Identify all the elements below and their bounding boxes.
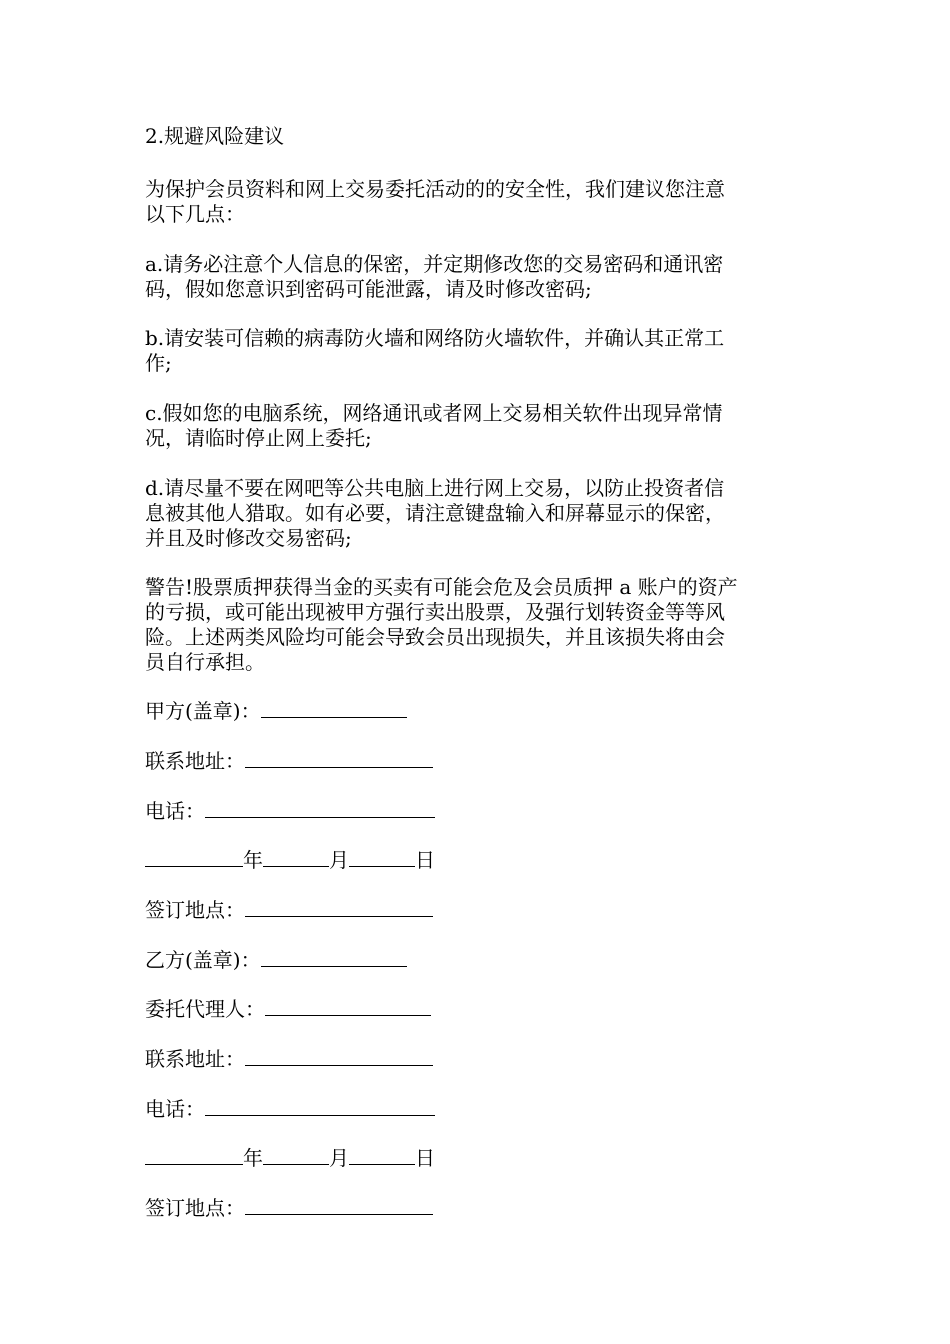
party-a-month-label: 月 xyxy=(329,848,349,872)
item-c-line-1: c.假如您的电脑系统，网络通讯或者网上交易相关软件出现异常情 xyxy=(145,401,723,425)
party-a-year-label: 年 xyxy=(243,848,263,872)
party-a-phone-row xyxy=(145,799,435,823)
party-b-phone-label: 电话： xyxy=(145,1097,205,1121)
party-b-month-label: 月 xyxy=(329,1146,349,1170)
party-b-seal-row xyxy=(145,948,407,972)
party-b-address-field[interactable] xyxy=(245,1047,433,1066)
intro-line-1: 为保护会员资料和网上交易委托活动的的安全性，我们建议您注意 xyxy=(145,177,725,201)
warning-line-2: 的亏损，或可能出现被甲方强行卖出股票，及强行划转资金等等风 xyxy=(145,600,725,624)
party-b-year-field[interactable] xyxy=(145,1146,243,1165)
party-a-month-field[interactable] xyxy=(263,848,329,867)
party-b-seal-label: 乙方(盖章)： xyxy=(145,948,261,972)
party-a-phone-label: 电话： xyxy=(145,799,205,823)
warning-line-4: 员自行承担。 xyxy=(145,650,265,674)
item-b-line-1: b.请安装可信赖的病毒防火墙和网络防火墙软件，并确认其正常工 xyxy=(145,326,725,350)
party-b-address-label: 联系地址： xyxy=(145,1047,245,1071)
party-a-address-label: 联系地址： xyxy=(145,749,245,773)
item-d-line-1: d.请尽量不要在网吧等公共电脑上进行网上交易，以防止投资者信 xyxy=(145,476,725,500)
party-b-day-field[interactable] xyxy=(349,1146,415,1165)
item-c-line-2: 况，请临时停止网上委托; xyxy=(145,426,372,450)
item-a-line-2: 码，假如您意识到密码可能泄露，请及时修改密码; xyxy=(145,277,592,301)
party-b-year-label: 年 xyxy=(243,1146,263,1170)
party-b-month-field[interactable] xyxy=(263,1146,329,1165)
party-a-address-row xyxy=(145,749,433,773)
intro-line-2: 以下几点： xyxy=(145,202,245,226)
party-a-seal-label: 甲方(盖章)： xyxy=(145,699,261,723)
party-a-seal-field[interactable] xyxy=(261,699,407,718)
warning-line-3: 险。上述两类风险均可能会导致会员出现损失，并且该损失将由会 xyxy=(145,625,725,649)
item-b-line-2: 作; xyxy=(145,351,172,375)
party-b-phone-row xyxy=(145,1097,435,1121)
section-heading: 2.规避风险建议 xyxy=(145,124,285,148)
party-b-place-label: 签订地点： xyxy=(145,1196,245,1220)
item-a-line-1: a.请务必注意个人信息的保密，并定期修改您的交易密码和通讯密 xyxy=(145,252,724,276)
item-d-line-3: 并且及时修改交易密码; xyxy=(145,526,352,550)
party-a-day-field[interactable] xyxy=(349,848,415,867)
party-b-day-label: 日 xyxy=(415,1146,435,1170)
party-a-seal-row xyxy=(145,699,407,723)
party-a-phone-field[interactable] xyxy=(205,799,435,818)
party-a-day-label: 日 xyxy=(415,848,435,872)
party-b-agent-row xyxy=(145,997,431,1021)
party-b-place-field[interactable] xyxy=(245,1196,433,1215)
party-a-place-label: 签订地点： xyxy=(145,898,245,922)
party-b-place-row xyxy=(145,1196,433,1220)
item-d-line-2: 息被其他人猎取。如有必要，请注意键盘输入和屏幕显示的保密， xyxy=(145,501,725,525)
party-b-address-row xyxy=(145,1047,433,1071)
party-b-date-row xyxy=(145,1146,435,1170)
party-a-address-field[interactable] xyxy=(245,749,433,768)
party-b-phone-field[interactable] xyxy=(205,1097,435,1116)
party-b-agent-label: 委托代理人： xyxy=(145,997,265,1021)
party-a-place-field[interactable] xyxy=(245,898,433,917)
party-a-year-field[interactable] xyxy=(145,848,243,867)
party-a-date-row xyxy=(145,848,435,872)
party-b-seal-field[interactable] xyxy=(261,948,407,967)
party-a-place-row xyxy=(145,898,433,922)
party-b-agent-field[interactable] xyxy=(265,997,431,1016)
warning-line-1: 警告!股票质押获得当金的买卖有可能会危及会员质押 a 账户的资产 xyxy=(145,575,738,599)
